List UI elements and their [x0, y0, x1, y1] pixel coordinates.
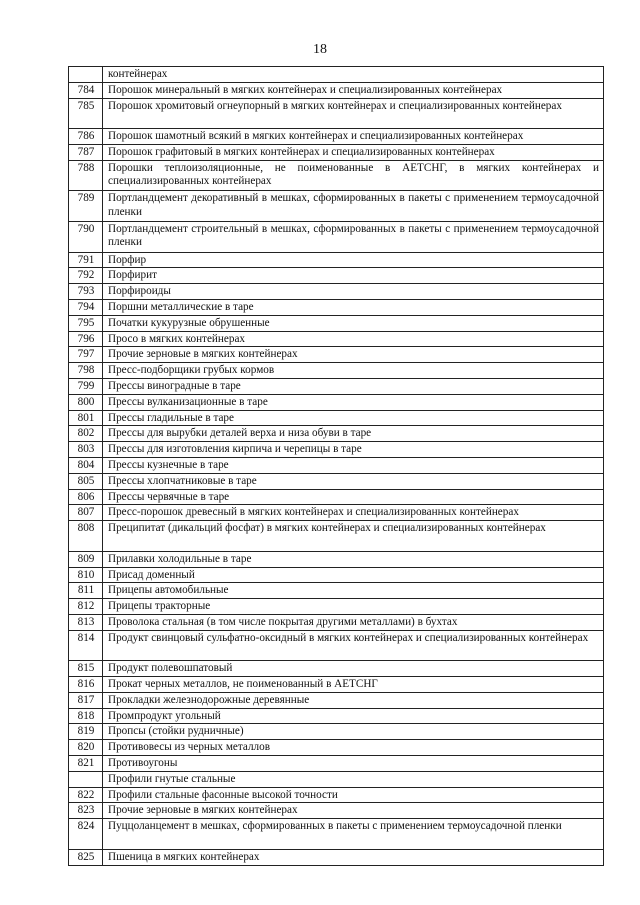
item-number: 800 — [69, 394, 103, 410]
item-name: Прокат черных металлов, не поименованный в АЕТСНГ — [103, 677, 604, 693]
item-name: Проволока стальная (в том числе покрытая другими металлами) в бухтах — [103, 614, 604, 630]
table-row — [69, 98, 604, 129]
page-number: 18 — [313, 42, 327, 57]
table-row — [69, 473, 604, 489]
table-row — [69, 268, 604, 284]
item-number: 788 — [69, 160, 103, 191]
item-number: 790 — [69, 221, 103, 252]
item-number: 799 — [69, 378, 103, 394]
item-number: 802 — [69, 426, 103, 442]
table-row — [69, 82, 604, 98]
item-number: 816 — [69, 677, 103, 693]
item-name: Прессы хлопчатниковые в таре — [103, 473, 604, 489]
item-number: 795 — [69, 315, 103, 331]
item-name: Продукт свинцовый сульфатно-оксидный в мягких контейнерах и специализированных контейнерах — [103, 630, 604, 661]
item-name: Пуццоланцемент в мешках, сформированных в пакеты с применением термоусадочной пленки — [103, 819, 604, 850]
item-name: Противоугоны — [103, 756, 604, 772]
item-number: 798 — [69, 363, 103, 379]
item-name: Порошок минеральный в мягких контейнерах и специализированных контейнерах — [103, 82, 604, 98]
item-number: 812 — [69, 599, 103, 615]
item-name: Прицепы тракторные — [103, 599, 604, 615]
item-number: 791 — [69, 252, 103, 268]
table-row — [69, 331, 604, 347]
item-number: 815 — [69, 661, 103, 677]
table-row — [69, 551, 604, 567]
table-row — [69, 849, 604, 865]
item-number: 794 — [69, 299, 103, 315]
table-row — [69, 521, 604, 552]
item-number: 809 — [69, 551, 103, 567]
table-row — [69, 724, 604, 740]
table-row — [69, 630, 604, 661]
table-row — [69, 771, 604, 787]
table-row — [69, 394, 604, 410]
item-number: 805 — [69, 473, 103, 489]
item-number: 806 — [69, 489, 103, 505]
item-name: Прочие зерновые в мягких контейнерах — [103, 803, 604, 819]
item-name: контейнерах — [103, 67, 604, 83]
table-row — [69, 378, 604, 394]
table-row — [69, 129, 604, 145]
table-row — [69, 144, 604, 160]
table-row — [69, 442, 604, 458]
item-name: Порошок хромитовый огнеупорный в мягких контейнерах и специализированных контейнерах — [103, 98, 604, 129]
table-row — [69, 708, 604, 724]
table-row — [69, 756, 604, 772]
item-number — [69, 67, 103, 83]
item-name: Початки кукурузные обрушенные — [103, 315, 604, 331]
item-number: 786 — [69, 129, 103, 145]
item-name: Профили стальные фасонные высокой точности — [103, 787, 604, 803]
item-number: 818 — [69, 708, 103, 724]
item-name: Прокладки железнодорожные деревянные — [103, 692, 604, 708]
item-number: 797 — [69, 347, 103, 363]
item-number: 808 — [69, 521, 103, 552]
item-number: 811 — [69, 583, 103, 599]
table-row — [69, 252, 604, 268]
table-row — [69, 803, 604, 819]
item-name: Противовесы из черных металлов — [103, 740, 604, 756]
item-number: 792 — [69, 268, 103, 284]
item-number: 814 — [69, 630, 103, 661]
item-name: Присад доменный — [103, 567, 604, 583]
item-name: Порошки теплоизоляционные, не поименованные в АЕТСНГ, в мягких контейнерах и специализированных контейнерах — [103, 160, 604, 191]
table-row — [69, 661, 604, 677]
table-row — [69, 363, 604, 379]
item-name: Порошок графитовый в мягких контейнерах и специализированных контейнерах — [103, 144, 604, 160]
item-name: Порфирит — [103, 268, 604, 284]
item-name: Прессы гладильные в таре — [103, 410, 604, 426]
item-number: 825 — [69, 849, 103, 865]
table-row — [69, 457, 604, 473]
item-name: Прессы кузнечные в таре — [103, 457, 604, 473]
table-row — [69, 677, 604, 693]
item-name: Профили гнутые стальные — [103, 771, 604, 787]
table-row — [69, 160, 604, 191]
table-row — [69, 347, 604, 363]
item-name: Порошок шамотный всякий в мягких контейнерах и специализированных контейнерах — [103, 129, 604, 145]
item-number: 785 — [69, 98, 103, 129]
item-name: Прицепы автомобильные — [103, 583, 604, 599]
item-number: 796 — [69, 331, 103, 347]
table-row — [69, 67, 604, 83]
cargo-table — [68, 66, 604, 866]
table-row — [69, 284, 604, 300]
item-name: Пресс-порошок древесный в мягких контейнерах и специализированных контейнерах — [103, 505, 604, 521]
item-name: Прессы червячные в таре — [103, 489, 604, 505]
table-row — [69, 583, 604, 599]
item-name: Просо в мягких контейнерах — [103, 331, 604, 347]
item-number — [69, 771, 103, 787]
item-number: 822 — [69, 787, 103, 803]
item-name: Порфироиды — [103, 284, 604, 300]
item-number: 821 — [69, 756, 103, 772]
item-name: Прессы для вырубки деталей верха и низа обуви в таре — [103, 426, 604, 442]
table-row — [69, 740, 604, 756]
item-number: 810 — [69, 567, 103, 583]
table-row — [69, 426, 604, 442]
table-row — [69, 599, 604, 615]
item-number: 824 — [69, 819, 103, 850]
item-number: 807 — [69, 505, 103, 521]
item-name: Поршни металлические в таре — [103, 299, 604, 315]
item-number: 803 — [69, 442, 103, 458]
item-number: 823 — [69, 803, 103, 819]
item-number: 789 — [69, 191, 103, 222]
item-name: Прилавки холодильные в таре — [103, 551, 604, 567]
item-number: 817 — [69, 692, 103, 708]
table-row — [69, 505, 604, 521]
item-number: 804 — [69, 457, 103, 473]
table-row — [69, 299, 604, 315]
cargo-table-body — [69, 67, 604, 866]
item-name: Промпродукт угольный — [103, 708, 604, 724]
item-number: 787 — [69, 144, 103, 160]
table-row — [69, 787, 604, 803]
item-name: Пресс-подборщики грубых кормов — [103, 363, 604, 379]
item-number: 813 — [69, 614, 103, 630]
table-row — [69, 819, 604, 850]
item-name: Прессы вулканизационные в таре — [103, 394, 604, 410]
item-name: Пропсы (стойки рудничные) — [103, 724, 604, 740]
item-name: Порфир — [103, 252, 604, 268]
table-row — [69, 221, 604, 252]
item-name: Продукт полевошпатовый — [103, 661, 604, 677]
item-name: Портландцемент декоративный в мешках, сформированных в пакеты с применением термоусадочной пленки — [103, 191, 604, 222]
table-row — [69, 489, 604, 505]
table-row — [69, 614, 604, 630]
item-name: Пшеница в мягких контейнерах — [103, 849, 604, 865]
table-row — [69, 191, 604, 222]
table-row — [69, 315, 604, 331]
item-number: 820 — [69, 740, 103, 756]
item-number: 784 — [69, 82, 103, 98]
table-row — [69, 692, 604, 708]
item-name: Прессы для изготовления кирпича и черепицы в таре — [103, 442, 604, 458]
item-number: 801 — [69, 410, 103, 426]
item-number: 819 — [69, 724, 103, 740]
item-name: Прессы виноградные в таре — [103, 378, 604, 394]
item-name: Преципитат (дикальций фосфат) в мягких контейнерах и специализированных контейнерах — [103, 521, 604, 552]
item-number: 793 — [69, 284, 103, 300]
table-row — [69, 410, 604, 426]
item-name: Прочие зерновые в мягких контейнерах — [103, 347, 604, 363]
item-name: Портландцемент строительный в мешках, сформированных в пакеты с применением термоусадочной пленки — [103, 221, 604, 252]
table-row — [69, 567, 604, 583]
